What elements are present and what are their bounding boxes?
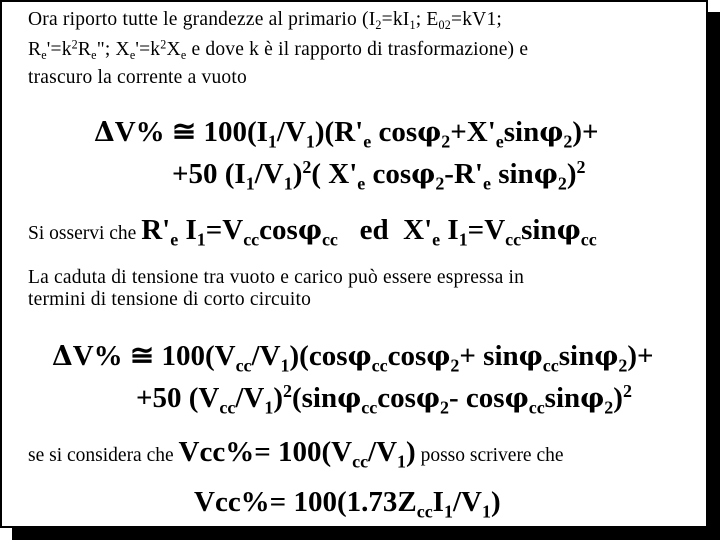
formula-text: +X' (450, 116, 496, 148)
formula-cc-line-1 (52, 338, 654, 376)
formula-text: )+ (572, 116, 599, 148)
intro-text: R (77, 39, 92, 60)
subscript: 2 (604, 397, 614, 418)
formula-text: Vcc%= 100(V (178, 436, 353, 468)
phi-symbol: φ (297, 215, 322, 246)
formula-text: sin (521, 214, 557, 246)
formula-text: /V (254, 158, 284, 190)
subscript: e (482, 173, 491, 194)
subscript: 1 (267, 131, 277, 152)
formula-text: =V (205, 214, 244, 246)
phi-symbol: φ (539, 117, 564, 148)
intro-line-1 (28, 8, 502, 32)
final-formula (194, 486, 501, 522)
formula-text: +50 (I (172, 158, 246, 190)
para2-line-2: termini di tensione di corto circuito (28, 289, 312, 310)
subscript: 1 (481, 501, 491, 522)
formula-text: Vcc%= 100(1.73Z (194, 486, 417, 518)
subscript: 1 (245, 173, 255, 194)
formula-text: /V (368, 436, 398, 468)
phi-symbol: φ (580, 383, 605, 414)
subscript: 1 (283, 173, 293, 194)
superscript: 2 (160, 37, 167, 52)
superscript: 2 (71, 37, 78, 52)
approx-symbol: ≅ (171, 116, 197, 148)
subscript: 1 (409, 18, 416, 33)
subscript: 02 (438, 18, 452, 33)
formula-text: cos (259, 214, 298, 246)
subscript: 2 (450, 355, 460, 376)
formula-text: ) (566, 158, 577, 190)
formula-text: ) (613, 382, 623, 414)
approx-symbol: ≅ (129, 340, 155, 372)
subscript: 1 (305, 131, 315, 152)
phi-symbol: φ (347, 341, 372, 372)
subscript: cc (505, 229, 522, 250)
phi-symbol: φ (533, 159, 558, 190)
phi-symbol: φ (417, 117, 442, 148)
note-line (28, 214, 597, 250)
subscript: 2 (563, 131, 573, 152)
note-label: Si osservi che (28, 223, 142, 244)
formula-text: cos (371, 116, 418, 148)
phi-symbol: φ (415, 383, 441, 414)
consider-tail: posso scrivere che (415, 445, 564, 466)
formula-text: (sin (291, 382, 338, 414)
formula-text: 100(I (196, 116, 268, 148)
subscript: e (495, 131, 504, 152)
subscript: 2 (375, 18, 382, 33)
subscript: 2 (435, 173, 445, 194)
formula-text: 100(V (154, 340, 236, 372)
subscript: cc (219, 397, 236, 418)
formula-text: )(R' (314, 116, 364, 148)
intro-text: =kI (381, 9, 410, 30)
subscript: e (180, 48, 187, 63)
phi-symbol: φ (556, 215, 581, 246)
intro-text: "; X (96, 39, 130, 60)
intro-text: '=k (135, 39, 161, 60)
phi-symbol: φ (426, 341, 451, 372)
formula-text: sin (544, 382, 581, 414)
subscript: e (357, 173, 366, 194)
formula-text: I (178, 214, 197, 246)
subscript: cc (243, 229, 260, 250)
formula-text: cos (377, 382, 416, 414)
intro-text: ; E (415, 9, 439, 30)
formula-text: sin (558, 340, 595, 372)
formula-text: V% (114, 116, 172, 148)
formula-text: cos (365, 158, 412, 190)
formula-text: )+ (627, 340, 654, 372)
subscript: cc (542, 355, 559, 376)
formula-text: I (440, 214, 459, 246)
formula-text: ed (337, 214, 404, 246)
subscript: 2 (618, 355, 628, 376)
subscript: 1 (397, 451, 407, 472)
consider-line (28, 436, 564, 472)
intro-line-2 (28, 38, 528, 62)
formula-text: )(cos (289, 340, 348, 372)
superscript: 2 (622, 381, 632, 402)
subscript: cc (528, 397, 545, 418)
subscript: cc (371, 355, 388, 376)
phi-symbol: φ (518, 341, 543, 372)
formula-text: sin (503, 116, 540, 148)
formula-text: /V (452, 486, 482, 518)
formula-text: ( X' (311, 158, 358, 190)
formula-text: =V (467, 214, 506, 246)
formula-cc-line-2 (136, 381, 632, 418)
subscript: 1 (264, 397, 274, 418)
delta-symbol: Δ (52, 341, 73, 372)
subscript: 2 (441, 131, 451, 152)
intro-text: =kV1; (451, 9, 503, 30)
superscript: 2 (282, 381, 292, 402)
formula-voltage-drop-line-2 (172, 157, 586, 194)
subscript: cc (361, 397, 378, 418)
formula-text: V% (72, 340, 130, 372)
formula-voltage-drop-line-1 (94, 114, 599, 152)
formula-text: + sin (459, 340, 519, 372)
intro-text: e dove k è il rapporto di trasformazione) e (186, 39, 529, 60)
subscript: e (91, 48, 97, 63)
subscript: cc (321, 229, 338, 250)
subscript: e (41, 48, 47, 63)
subscript: 2 (557, 173, 567, 194)
formula-text: ) (292, 158, 303, 190)
subscript: 1 (196, 229, 206, 250)
formula-text: -R' (444, 158, 483, 190)
subscript: e (170, 229, 179, 250)
phi-symbol: φ (337, 383, 362, 414)
intro-text: X (166, 39, 181, 60)
subscript: 1 (280, 355, 290, 376)
subscript: e (363, 131, 372, 152)
subscript: 2 (440, 397, 449, 418)
consider-label: se si considera che (28, 445, 179, 466)
subscript: cc (580, 229, 597, 250)
formula-text: ) (406, 436, 416, 468)
formula-text: sin (490, 158, 534, 190)
superscript: 2 (302, 157, 312, 178)
formula-text: ) (490, 486, 501, 518)
superscript: 2 (576, 157, 586, 178)
formula-text: /V (276, 116, 306, 148)
formula-text: cos (387, 340, 427, 372)
formula-text: X' (403, 214, 433, 246)
subscript: 1 (458, 229, 468, 250)
formula-text: I (432, 486, 444, 518)
phi-symbol: φ (504, 383, 529, 414)
subscript: cc (352, 451, 369, 472)
formula-text: +50 (V (136, 382, 220, 414)
subscript: e (432, 229, 441, 250)
formula-text: ) (273, 382, 283, 414)
phi-symbol: φ (411, 159, 436, 190)
formula-text: - cos (449, 382, 505, 414)
subscript: 1 (443, 501, 453, 522)
subscript: cc (416, 501, 433, 522)
subscript: e (129, 48, 136, 63)
subscript: cc (235, 355, 252, 376)
para2-line-1: La caduta di tensione tra vuoto e carico può essere espressa in (28, 267, 525, 288)
intro-text: Ora riporto tutte le grandezze al primario (I (28, 9, 376, 30)
formula-text: /V (235, 382, 265, 414)
intro-text: R (28, 39, 42, 60)
intro-line-3: trascuro la corrente a vuoto (28, 67, 247, 88)
formula-text: /V (251, 340, 281, 372)
formula-text: R' (141, 214, 171, 246)
delta-symbol: Δ (94, 117, 115, 148)
intro-text: '=k (46, 39, 72, 60)
phi-symbol: φ (594, 341, 619, 372)
